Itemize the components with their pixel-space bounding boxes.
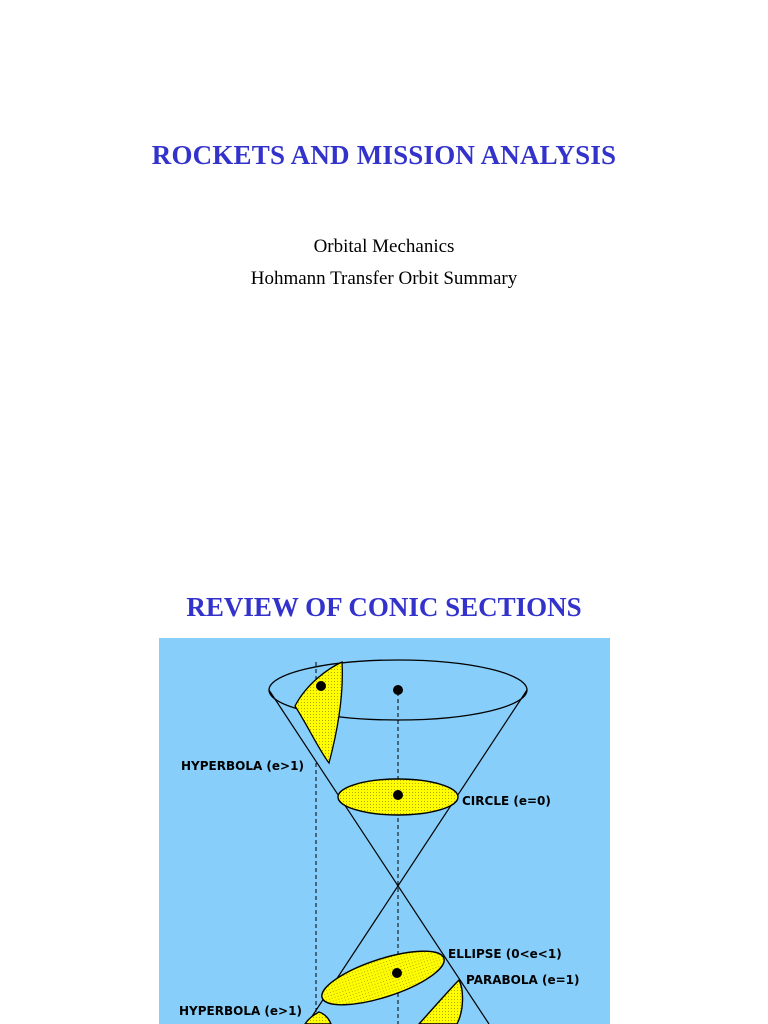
hyperbola-top-section — [295, 662, 342, 763]
section-title: REVIEW OF CONIC SECTIONS — [186, 592, 582, 622]
circle-focus — [393, 790, 403, 800]
ellipse-section — [316, 940, 449, 1016]
page-title: ROCKETS AND MISSION ANALYSIS — [151, 140, 617, 170]
label-parabola: PARABOLA (e=1) — [466, 973, 580, 987]
hyperbola-bottom-section — [305, 1012, 331, 1024]
parabola-section — [419, 980, 463, 1024]
subtitle-hohmann-transfer: Hohmann Transfer Orbit Summary — [250, 268, 518, 289]
subtitle-orbital-mechanics: Orbital Mechanics — [313, 236, 455, 257]
conic-sections-figure — [159, 638, 610, 1024]
label-ellipse: ELLIPSE (0<e<1) — [448, 947, 562, 961]
hyperbola-top-focus — [316, 681, 326, 691]
conic-sections-diagram — [159, 638, 610, 1024]
top-cone-center-dot — [393, 685, 403, 695]
label-circle: CIRCLE (e=0) — [462, 794, 551, 808]
label-hyperbola-bottom: HYPERBOLA (e>1) — [179, 1004, 302, 1018]
label-hyperbola-top: HYPERBOLA (e>1) — [181, 759, 304, 773]
ellipse-focus — [392, 968, 402, 978]
